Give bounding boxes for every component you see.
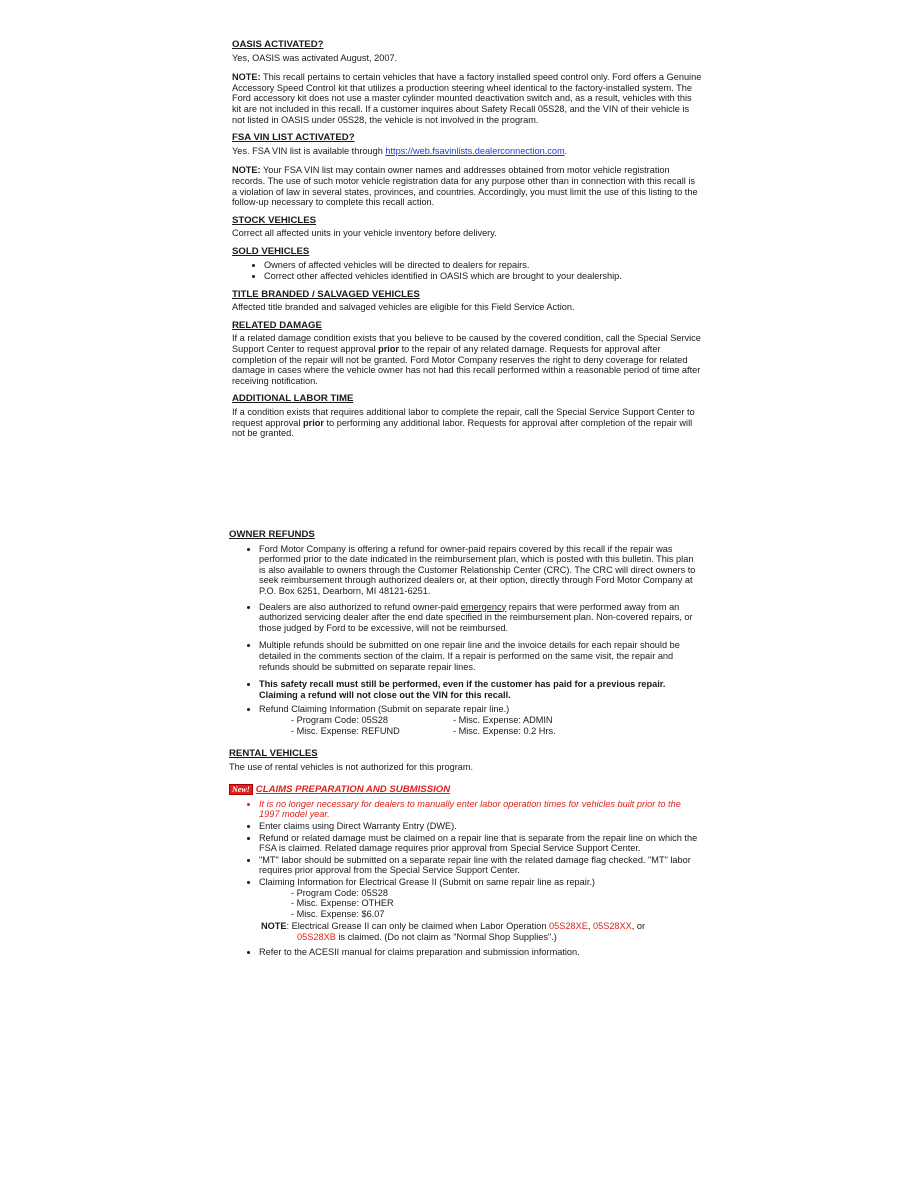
claims-heading-row xyxy=(229,784,699,796)
claims-section xyxy=(229,784,699,957)
list-item: • Enter claims using Direct Warranty Entry (DWE). xyxy=(259,821,699,832)
claims-list-end xyxy=(229,947,699,958)
claims-code: - Misc. Expense: OTHER xyxy=(291,898,394,909)
oasis-text: Yes, OASIS was activated August, 2007. xyxy=(232,52,398,63)
claims-note-sep2: , or xyxy=(631,921,646,932)
refund-code: - Misc. Expense: REFUND xyxy=(291,725,400,736)
refund-claiming-info: Refund Claiming Information (Submit on separate repair line.) xyxy=(259,704,510,715)
claims-note-a: : Electrical Grease II can only be claimed when Labor Operation xyxy=(286,921,550,932)
labor-op-05s28xx: 05S28XX xyxy=(592,921,632,932)
claims-heading: CLAIMS PREPARATION AND SUBMISSION xyxy=(255,784,451,796)
owner-refunds-list xyxy=(229,544,699,737)
oasis-heading: OASIS ACTIVATED? xyxy=(232,39,324,50)
owner-refunds-section xyxy=(229,530,699,736)
claims-note-label: NOTE xyxy=(261,921,287,932)
related-bold-prior: prior xyxy=(378,344,400,355)
refund-item2-b: repairs that were performed away from an authorized servicing dealer after the end date specified in the reimbursement plan. Non-covered repairs, or those judged by Ford to be excessive, will not be reimbursed. xyxy=(259,601,693,633)
related-text-b: to the repair of any related damage. Requests for approval after completion of the repair will not be granted. Ford Motor Company reserves the right to deny coverage for related damage in cases where the vehicle owner has not had this recall performed within a reasonable period of time after receiving notification. xyxy=(232,344,701,386)
fsa-section xyxy=(232,133,702,208)
claims-code: - Misc. Expense: $6.07 xyxy=(291,908,385,919)
sold-heading: SOLD VEHICLES xyxy=(232,245,310,257)
claims-grease-info: Claiming Information for Electrical Grease II (Submit on same repair line as repair.) xyxy=(259,877,595,888)
claims-note-sep1: , xyxy=(587,921,593,932)
additional-labor-text xyxy=(232,407,702,439)
additional-labor-section xyxy=(232,394,702,438)
rental-heading: RENTAL VEHICLES xyxy=(229,748,318,760)
list-item: • "MT" labor should be submitted on a separate repair line with the related damage flag checked. "MT" labor requires prior approval from the Special Service Support Center. xyxy=(259,855,699,876)
claims-list xyxy=(229,799,699,920)
list-item xyxy=(259,877,699,919)
lower-section xyxy=(229,530,699,965)
stock-section xyxy=(232,216,702,239)
refund-item2-underlined: emergency xyxy=(460,601,507,612)
refund-code: - Program Code: 05S28 xyxy=(291,714,389,725)
additional-labor-heading: ADDITIONAL LABOR TIME xyxy=(232,393,354,405)
labor-bold-prior: prior xyxy=(303,417,324,428)
fsa-note-label: NOTE: xyxy=(232,165,261,176)
title-branded-heading: TITLE BRANDED / SALVAGED VEHICLES xyxy=(232,288,420,300)
fsa-text xyxy=(232,146,702,157)
list-item: • Refund or related damage must be claimed on a repair line that is separate from the repair line on which the FSA is claimed. Related damage requires prior approval from Special Service Support Center. xyxy=(259,833,699,854)
related-text-a: If a related damage condition exists that you believe to be caused by the covered condition, call the Special Service Support Center to request approval xyxy=(232,333,701,355)
list-item: • Correct other affected vehicles identified in OASIS which are brought to your dealership. xyxy=(264,271,702,282)
labor-op-05s28xb: 05S28XB xyxy=(297,932,336,942)
refund-code: - Misc. Expense: ADMIN xyxy=(453,714,553,725)
refund-code: - Misc. Expense: 0.2 Hrs. xyxy=(453,725,556,736)
claims-note xyxy=(229,921,699,942)
upper-section xyxy=(232,40,702,447)
related-damage-section xyxy=(232,321,702,387)
claims-codes xyxy=(259,888,699,920)
claims-code: - Program Code: 05S28 xyxy=(291,887,389,898)
sold-section xyxy=(232,247,702,282)
list-item: • Multiple refunds should be submitted on one repair line and the invoice details for each repair should be detailed in the comments section of the claim. If a repair is performed on the same visit, the repair and refunds should be submitted on separate repair lines. xyxy=(259,640,699,672)
rental-text: The use of rental vehicles is not authorized for this program. xyxy=(229,761,474,772)
labor-op-05s28xe: 05S28XE xyxy=(549,921,588,932)
list-item: • Refer to the ACESII manual for claims preparation and submission information. xyxy=(259,947,699,958)
list-item xyxy=(259,602,699,634)
oasis-note xyxy=(232,72,702,125)
list-item: • It is no longer necessary for dealers to manually enter labor operation times for vehicles built prior to the 1997 model year. xyxy=(259,799,699,820)
fsa-vin-link[interactable]: https://web.fsavinlists.dealerconnection.com xyxy=(385,145,565,156)
list-item: • Ford Motor Company is offering a refund for owner-paid repairs covered by this recall if the repair was performed prior to the date indicated in the reimbursement plan, which is posted with this bulletin. This plan is also available to owners through the Customer Relationship Center (CRC). The CRC will direct owners to seek reimbursement through authorized dealers or, at their option, directly through Ford Motor Company at P.O. Box 6251, Dearborn, MI 48121-6251. xyxy=(259,544,699,597)
title-branded-text: Affected title branded and salvaged vehicles are eligible for this Field Service Action. xyxy=(232,302,575,313)
related-damage-heading: RELATED DAMAGE xyxy=(232,319,322,331)
rental-section xyxy=(229,749,699,772)
labor-text-a: If a condition exists that requires additional labor to complete the repair, call the Special Service Support Center to request approval xyxy=(232,407,695,428)
related-damage-text xyxy=(232,333,702,386)
oasis-note-text: This recall pertains to certain vehicles that have a factory installed speed control only. Ford offers a Genuine Accessory Speed Control kit that utilizes a production steering wheel identical to the factory-installed system. The Ford accessory kit does not use a master cylinder mounted deactivation switch and, as a result, vehicles with this kit are not included in this recall. If a customer inquires about Safety Recall 05S28, and the VIN of their vehicle is not listed in OASIS under 05S28, the vehicle is not involved in the program. xyxy=(232,72,702,125)
refund-codes xyxy=(259,715,699,736)
fsa-heading: FSA VIN LIST ACTIVATED? xyxy=(232,132,355,144)
fsa-note xyxy=(232,165,702,207)
list-item: • This safety recall must still be performed, even if the customer has paid for a previous repair. Claiming a refund will not close out the VIN for this recall. xyxy=(259,679,699,700)
list-item xyxy=(259,704,699,736)
fsa-text-before: Yes. FSA VIN list is available through xyxy=(232,145,386,156)
sold-list xyxy=(232,260,702,282)
owner-refunds-heading: OWNER REFUNDS xyxy=(229,529,315,540)
oasis-note-label: NOTE: xyxy=(232,72,261,83)
title-branded-section xyxy=(232,290,702,313)
stock-heading: STOCK VEHICLES xyxy=(232,214,317,226)
claims-note-b: is claimed. (Do not claim as "Normal Shop Supplies".) xyxy=(335,932,557,942)
claims-note-line2 xyxy=(261,932,557,942)
list-item: • Owners of affected vehicles will be directed to dealers for repairs. xyxy=(264,260,702,271)
oasis-section xyxy=(232,40,702,125)
refund-item2-a: Dealers are also authorized to refund owner-paid xyxy=(259,601,461,612)
new-badge: New! xyxy=(229,784,253,795)
labor-text-b: to performing any additional labor. Requests for approval after completion of the repair will not be granted. xyxy=(232,417,693,439)
fsa-note-text: Your FSA VIN list may contain owner names and addresses obtained from motor vehicle registration records. The use of such motor vehicle registration data for any purpose other than in connection with this recall is a violation of law in several states, provinces, and countries. Accordingly, you must limit the use of this listing to the follow-up necessary to complete this recall action. xyxy=(232,165,698,208)
stock-text: Correct all affected units in your vehicle inventory before delivery. xyxy=(232,228,497,239)
fsa-text-after: . xyxy=(564,145,568,156)
